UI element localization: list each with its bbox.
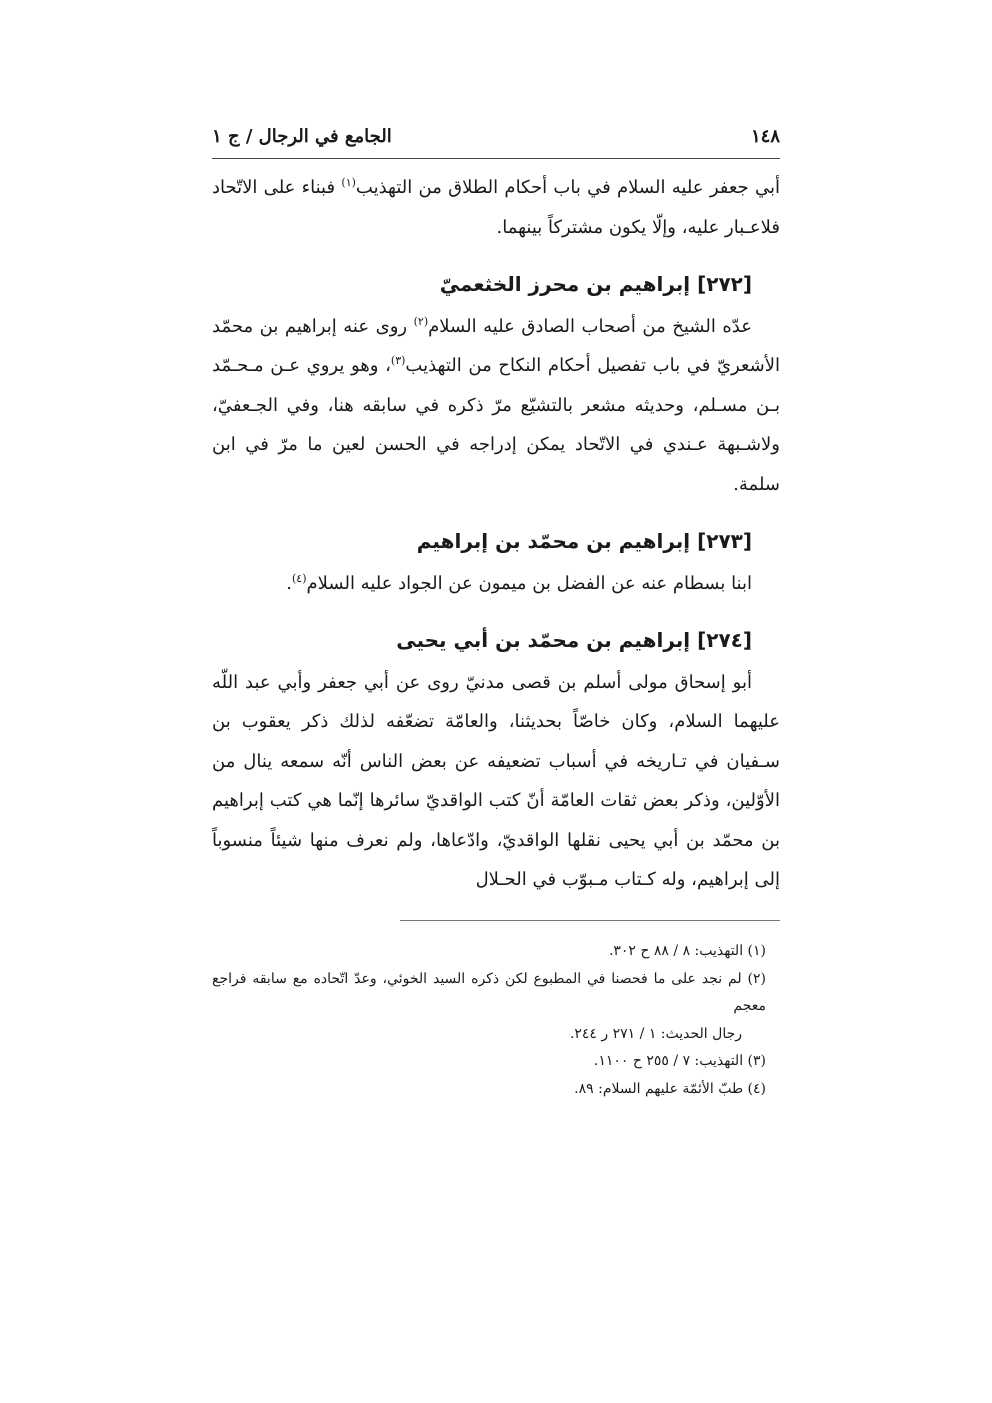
entry-text-272 xyxy=(212,307,780,505)
entry-title-272: [٢٧٢] إبراهيم بن محرز الخثعميّ xyxy=(439,272,752,296)
footnote-2-continuation: رجال الحديث: ١ / ٢٧١ ر ٢٤٤. xyxy=(569,1025,742,1042)
entry-text-273 xyxy=(212,564,780,604)
entry-272-part-b: روى عنه إبراهيم بن محمّد الأشعريّ في باب تفصيل أحكام النكاح من التهذيب xyxy=(212,315,780,376)
footnote-1 xyxy=(212,938,780,966)
footnote-3-text: (٣) التهذيب: ٧ / ٢٥٥ ح ١١٠٠. xyxy=(593,1053,766,1069)
intro-paragraph xyxy=(212,168,780,247)
running-title: الجامع في الرجال / ج ١ xyxy=(212,125,392,147)
entry-272-part-c: ، وهو يروي عـن مـحـمّد بـن مسـلم، وحديثه مشعر بالتشيّع مرّ ذكره في سابقه هنا، وفي الجـعفيّ، ولاشـبهة عـندي في الاتّحاد يمكن إدراجه في الحسن لعين ما مرّ في ابن سلمة. xyxy=(212,355,780,495)
entry-title-274: [٢٧٤] إبراهيم بن محمّد بن أبي يحيى xyxy=(396,628,752,652)
intro-line-1: أبي جعفر عليه السلام في باب أحكام الطلاق من التهذيب xyxy=(355,177,780,198)
entry-title-273: [٢٧٣] إبراهيم بن محمّد بن إبراهيم xyxy=(416,529,752,553)
entry-273-part-a: ابنا بسطام عنه عن الفضل بن ميمون عن الجواد عليه السلام xyxy=(306,572,752,594)
page-number: ١٤٨ xyxy=(750,125,780,147)
footnote-mark-2: (٢) xyxy=(413,314,429,328)
entry-273-end: . xyxy=(286,572,292,594)
footnote-2 xyxy=(212,966,780,1049)
footnote-3 xyxy=(212,1048,780,1076)
page-header xyxy=(212,122,780,150)
footnote-mark-3: (٣) xyxy=(390,354,406,367)
intro-line-2: فبناء على الاتّحاد فلاعـبار عليه، وإلّا يكون مشتركاً بينهما. xyxy=(212,177,780,238)
footnote-mark-4: (٤) xyxy=(292,571,307,585)
footnote-mark-1: (١) xyxy=(341,176,356,189)
footnote-1-text: (١) التهذيب: ٨ / ٨٨ ح ٣٠٢. xyxy=(608,943,766,959)
header-divider xyxy=(212,158,780,159)
footnote-2-text: (٢) لم نجد على ما فحصنا في المطبوع لكن ذكره السيد الخوئي، وعدّ اتّحاده مع سابقه فراجع معجم xyxy=(212,970,766,1014)
footnote-divider xyxy=(400,920,780,921)
entry-text-274: أبو إسحاق مولى أسلم بن قصى مدنيّ روى عن أبي جعفر وأبي عبد اللّه عليهما السلام، وكان خاصّاً بحديثنا، والعامّة تضعّفه لذلك ذكر يعقوب بن سـفيان في تـاريخه في أسباب تضعيفه عن بعض الناس أنّه سمعه ينال من الأوّلين، وذكر بعض ثقات العامّة أنّ كتب الواقديّ سائرها إنّما هي كتب إبراهيم بن محمّد بن أبي يحيى نقلها الواقديّ، وادّعاها، ولم نعرف منها شيئاً منسوباً إلى إبراهيم، وله كـتاب مـبوّب في الحـلال xyxy=(212,671,780,890)
footnote-4-text: (٤) طبّ الأئمّة عليهم السلام: ٨٩. xyxy=(574,1080,766,1097)
main-text xyxy=(212,168,780,900)
entry-272-part-a: عدّه الشيخ من أصحاب الصادق عليه السلام xyxy=(428,315,752,337)
footnotes xyxy=(212,938,780,1103)
footnote-4 xyxy=(212,1076,780,1104)
